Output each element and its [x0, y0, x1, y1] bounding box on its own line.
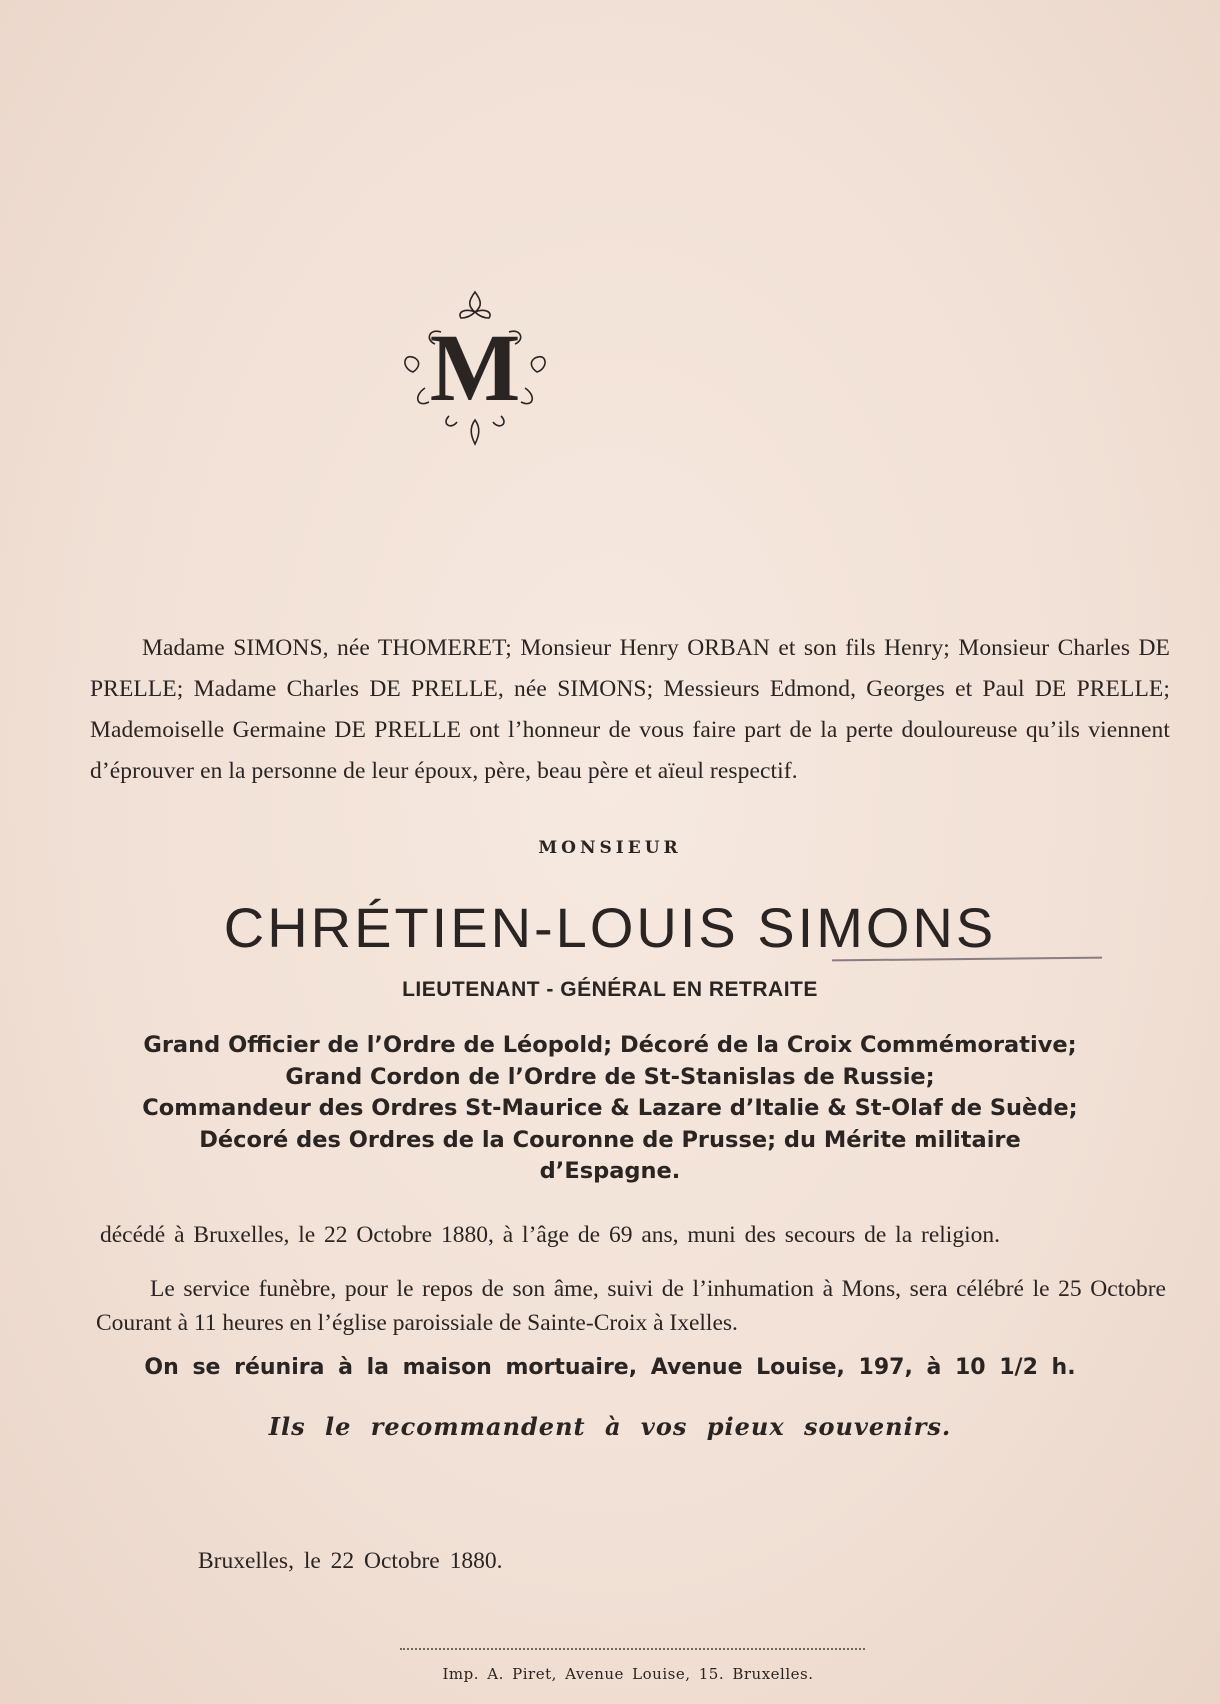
honour-line: Grand Cordon de l’Ordre de St-Stanislas de Russie;	[285, 1063, 935, 1090]
place-date: Bruxelles, le 22 Octobre 1880.	[198, 1548, 503, 1574]
funeral-service	[96, 1272, 1166, 1340]
deceased-name: CHRÉTIEN-LOUIS SIMONS	[223, 896, 997, 959]
ornate-monogram-icon	[395, 288, 555, 446]
printer-divider	[400, 1648, 865, 1650]
gathering-notice: On se réunira à la maison mortuaire, Avenue Louise, 197, à 10 1/2 h.	[144, 1355, 1076, 1380]
military-rank: LIEUTENANT - GÉNÉRAL EN RETRAITE	[402, 978, 818, 1001]
monsieur-heading: MONSIEUR	[538, 838, 682, 858]
remembrance-line: Ils le recommandent à vos pieux souvenirs.	[268, 1412, 952, 1441]
honour-line: Grand Officier de l’Ordre de Léopold; Décoré de la Croix Commémorative;	[143, 1032, 1077, 1058]
honours-list	[80, 1030, 1140, 1188]
death-notice: décédé à Bruxelles, le 22 Octobre 1880, à l’âge de 69 ans, muni des secours de la religion.	[100, 1222, 1000, 1248]
honour-line: d’Espagne.	[539, 1158, 681, 1184]
honour-line: Décoré des Ordres de la Couronne de Prusse; du Mérite militaire	[199, 1126, 1021, 1153]
service-text: Le service funèbre, pour le repos de son âme, suivi de l’inhumation à Mons, sera célébré le 25 Octobre Courant à 11 heures en l’église paroissiale de Sainte-Croix à Ixelles.	[96, 1276, 1166, 1336]
monogram-letter: M	[429, 314, 521, 421]
honour-line: Commandeur des Ordres St-Maurice & Lazare d’Italie & St-Olaf de Suède;	[142, 1095, 1078, 1121]
intro-text: Madame SIMONS, née THOMERET; Monsieur Henry ORBAN et son fils Henry; Monsieur Charles DE PRELLE; Madame Charles DE PRELLE, née SIMONS; Messieurs Edmond, Georges et Paul DE PRELLE; Mademoiselle Germaine DE PRELLE ont l’honneur de vous faire part de la perte douloureuse qu’ils viennent d’éprouver en la personne de leur époux, père, beau père et aïeul respectif.	[90, 635, 1170, 784]
announcement-paragraph	[90, 628, 1170, 792]
printer-imprint: Imp. A. Piret, Avenue Louise, 15. Bruxelles.	[442, 1665, 814, 1683]
